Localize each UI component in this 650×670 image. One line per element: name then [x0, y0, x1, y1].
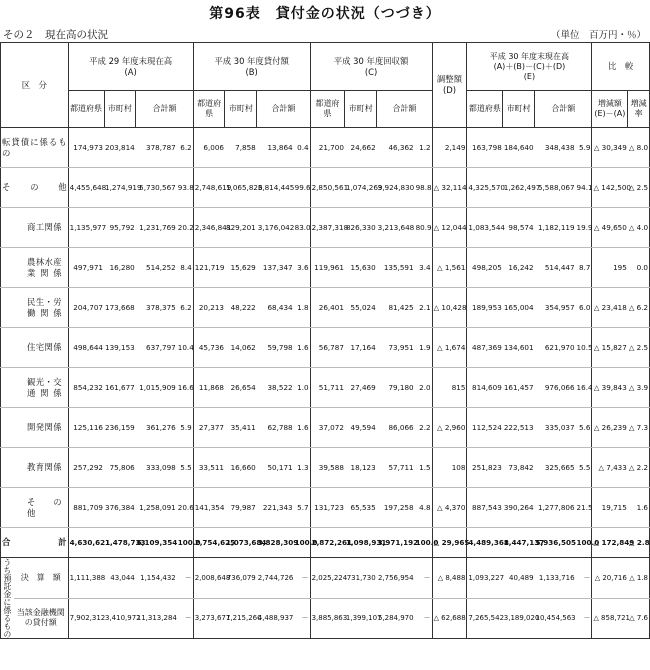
table-row — [1, 448, 650, 488]
table-cell: △ 8.0 — [628, 128, 650, 168]
table-cell: △ 15,827 — [592, 328, 628, 368]
table-cell: － — [177, 598, 193, 639]
table-cell: 134,601 — [503, 328, 535, 368]
table-cell: 1.5 — [415, 448, 432, 488]
col-todofuken: 都道府県 — [310, 91, 345, 128]
table-cell: △ 2.8 — [628, 528, 650, 558]
table-cell: △ 4.0 — [628, 208, 650, 248]
table-cell: 56,787 — [310, 328, 345, 368]
table-cell: 829,201 — [225, 208, 257, 248]
table-cell: 65,535 — [345, 488, 377, 528]
table-cell: 99.6 — [294, 168, 310, 208]
table-cell: 826,330 — [345, 208, 377, 248]
table-cell: 2.1 — [415, 288, 432, 328]
table-row — [1, 558, 650, 599]
table-cell: 79,987 — [225, 488, 257, 528]
table-cell: 5.5 — [576, 448, 592, 488]
row-label: 農林水産業関係 — [1, 248, 69, 288]
table-cell: 731,730 — [345, 558, 377, 599]
table-cell: 48,222 — [225, 288, 257, 328]
table-cell: △ 1,561 — [432, 248, 467, 288]
table-cell: 736,079 — [225, 558, 257, 599]
table-cell: 100.0 — [415, 528, 432, 558]
table-cell: 139,153 — [104, 328, 136, 368]
table-cell: 5,730,567 — [136, 168, 177, 208]
table-cell: △ 858,721 — [592, 598, 628, 639]
table-cell: 5,588,067 — [535, 168, 576, 208]
table-cell: △ 26,239 — [592, 408, 628, 448]
col-shichoson: 市町村 — [104, 91, 136, 128]
table-cell: 498,205 — [467, 248, 503, 288]
table-cell: 57,711 — [377, 448, 415, 488]
table-cell: 1,478,733 — [104, 528, 136, 558]
table-cell: △ 62,688 — [432, 598, 467, 639]
table-cell: － — [576, 598, 592, 639]
table-cell: 1.6 — [294, 408, 310, 448]
table-cell: 59,798 — [257, 328, 294, 368]
table-cell: 8.7 — [576, 248, 592, 288]
table-row — [1, 368, 650, 408]
header-b: 平成 30 年度貸付額 (B) — [193, 43, 310, 91]
col-zogenritsu: 増減率 — [628, 91, 650, 128]
table-cell: 27,469 — [345, 368, 377, 408]
table-cell: 5,936,505 — [535, 528, 576, 558]
row-label: 合 計 — [1, 528, 69, 558]
table-cell: 3,273,677 — [193, 598, 225, 639]
table-cell: 5,284,970 — [377, 598, 415, 639]
table-cell: 40,489 — [503, 558, 535, 599]
table-cell: 3,189,020 — [503, 598, 535, 639]
table-cell: 498,644 — [68, 328, 104, 368]
table-cell: △ 49,650 — [592, 208, 628, 248]
table-cell: △ 4,370 — [432, 488, 467, 528]
table-cell: 197,258 — [377, 488, 415, 528]
table-cell: △ 172,849 — [592, 528, 628, 558]
table-cell: 13,864 — [257, 128, 294, 168]
table-cell: △ 7,433 — [592, 448, 628, 488]
table-cell: 100.0 — [294, 528, 310, 558]
table-cell: 20,213 — [193, 288, 225, 328]
table-cell: 1,274,919 — [104, 168, 136, 208]
table-cell: 2,744,726 — [257, 558, 294, 599]
table-row — [1, 288, 650, 328]
table-cell: 497,971 — [68, 248, 104, 288]
table-cell: 1,083,544 — [467, 208, 503, 248]
table-cell: △ 10,428 — [432, 288, 467, 328]
table-cell: － — [576, 558, 592, 599]
table-cell: 45,736 — [193, 328, 225, 368]
table-cell: 1,258,091 — [136, 488, 177, 528]
table-cell: 27,377 — [193, 408, 225, 448]
table-cell: 3,814,445 — [257, 168, 294, 208]
table-cell: 854,232 — [68, 368, 104, 408]
row-label: 教育関係 — [1, 448, 69, 488]
row-label: そ の 他 — [1, 488, 69, 528]
col-shichoson: 市町村 — [503, 91, 535, 128]
table-cell: 11,313,284 — [136, 598, 177, 639]
table-cell: 112,524 — [467, 408, 503, 448]
table-cell: 51,711 — [310, 368, 345, 408]
table-cell: 514,447 — [535, 248, 576, 288]
table-cell: 815 — [432, 368, 467, 408]
table-cell: 94.1 — [576, 168, 592, 208]
row-label: 商工関係 — [1, 208, 69, 248]
table-cell: 10.5 — [576, 328, 592, 368]
table-cell: 165,004 — [503, 288, 535, 328]
table-cell: 20.2 — [177, 208, 193, 248]
table-cell: 1,447,137 — [503, 528, 535, 558]
table-cell: 4,489,368 — [467, 528, 503, 558]
table-row — [1, 168, 650, 208]
col-gokei: 合計額 — [136, 91, 193, 128]
table-cell: 1,111,388 — [68, 558, 104, 599]
table-cell: 390,264 — [503, 488, 535, 528]
table-cell: 43,044 — [104, 558, 136, 599]
table-cell: △ 142,500 — [592, 168, 628, 208]
table-cell: 1.8 — [294, 288, 310, 328]
table-cell: 33,511 — [193, 448, 225, 488]
table-cell: 137,347 — [257, 248, 294, 288]
table-cell: 173,668 — [104, 288, 136, 328]
table-cell: △ 6.2 — [628, 288, 650, 328]
table-cell: 2,850,561 — [310, 168, 345, 208]
col-todofuken: 都道府県 — [193, 91, 225, 128]
row-label: 住宅関係 — [1, 328, 69, 368]
table-cell: 184,640 — [503, 128, 535, 168]
table-cell: 1.0 — [294, 368, 310, 408]
table-cell: 121,719 — [193, 248, 225, 288]
table-cell: 131,723 — [310, 488, 345, 528]
table-cell: 1,154,432 — [136, 558, 177, 599]
table-cell: 18,123 — [345, 448, 377, 488]
table-cell: 161,677 — [104, 368, 136, 408]
table-cell: 3,410,972 — [104, 598, 136, 639]
row-label: 観光・交通関係 — [1, 368, 69, 408]
header-a: 平成 29 年度末現在高 (A) — [68, 43, 193, 91]
table-cell: 19.9 — [576, 208, 592, 248]
table-cell: 637,797 — [136, 328, 177, 368]
table-cell: 1.2 — [415, 128, 432, 168]
table-cell: 75,806 — [104, 448, 136, 488]
table-cell: △ 1.8 — [628, 558, 650, 599]
table-cell: 161,457 — [503, 368, 535, 408]
table-cell: 1.9 — [415, 328, 432, 368]
table-cell: △ 2.2 — [628, 448, 650, 488]
table-cell: 1,098,931 — [345, 528, 377, 558]
table-cell: 251,823 — [467, 448, 503, 488]
table-cell: 325,665 — [535, 448, 576, 488]
table-row — [1, 208, 650, 248]
loan-balance-table — [0, 42, 650, 639]
table-cell: 3,176,042 — [257, 208, 294, 248]
table-cell: 2,008,648 — [193, 558, 225, 599]
table-cell: 10.4 — [177, 328, 193, 368]
table-cell: 976,066 — [535, 368, 576, 408]
table-cell: 14,062 — [225, 328, 257, 368]
table-cell: 1,065,826 — [225, 168, 257, 208]
table-cell: 514,252 — [136, 248, 177, 288]
table-cell: 119,961 — [310, 248, 345, 288]
header-c: 平成 30 年度回収額 (C) — [310, 43, 432, 91]
table-cell: 55,024 — [345, 288, 377, 328]
table-cell: － — [294, 558, 310, 599]
table-cell: 38,522 — [257, 368, 294, 408]
table-cell: 881,709 — [68, 488, 104, 528]
table-cell: △ 7.6 — [628, 598, 650, 639]
table-cell: 1,133,716 — [535, 558, 576, 599]
table-cell: 1,015,909 — [136, 368, 177, 408]
row-label: 当該金融機関の貸付額 — [14, 598, 68, 639]
table-cell: 16,242 — [503, 248, 535, 288]
table-cell: 0.4 — [294, 128, 310, 168]
table-cell: 37,072 — [310, 408, 345, 448]
table-cell: 2.2 — [415, 408, 432, 448]
table-cell: △ 8,488 — [432, 558, 467, 599]
table-cell: 17,164 — [345, 328, 377, 368]
table-cell: 73,842 — [503, 448, 535, 488]
table-cell: 361,276 — [136, 408, 177, 448]
col-shichoson: 市町村 — [345, 91, 377, 128]
table-cell: △ 7.3 — [628, 408, 650, 448]
table-cell: 50,171 — [257, 448, 294, 488]
table-cell: 222,513 — [503, 408, 535, 448]
table-cell: 100.0 — [177, 528, 193, 558]
table-cell: △ 29,965 — [432, 528, 467, 558]
col-gokei: 合計額 — [377, 91, 432, 128]
table-cell: 3,213,648 — [377, 208, 415, 248]
table-cell: 621,970 — [535, 328, 576, 368]
table-cell: 2,025,224 — [310, 558, 345, 599]
table-cell: 16,660 — [225, 448, 257, 488]
table-cell: 4,488,937 — [257, 598, 294, 639]
table-cell: 62,788 — [257, 408, 294, 448]
table-cell: 1,399,107 — [345, 598, 377, 639]
col-zogen: 増減額 (E)－(A) — [592, 91, 628, 128]
header-compare: 比 較 — [592, 43, 650, 91]
table-cell: 21,700 — [310, 128, 345, 168]
table-cell: 2,149 — [432, 128, 467, 168]
table-cell: △ 12,044 — [432, 208, 467, 248]
table-cell: 81,425 — [377, 288, 415, 328]
table-cell: 24,662 — [345, 128, 377, 168]
table-cell: 1,262,497 — [503, 168, 535, 208]
table-cell: 221,343 — [257, 488, 294, 528]
table-cell: 348,438 — [535, 128, 576, 168]
table-cell: 7,902,312 — [68, 598, 104, 639]
table-cell: 135,591 — [377, 248, 415, 288]
table-cell: 4.8 — [415, 488, 432, 528]
page-title: 第96表 貸付金の状況（つづき） — [209, 6, 441, 22]
table-cell: 95,792 — [104, 208, 136, 248]
table-cell: △ 2.5 — [628, 328, 650, 368]
table-cell: 73,951 — [377, 328, 415, 368]
table-cell: 2,748,619 — [193, 168, 225, 208]
table-cell: 3.6 — [294, 248, 310, 288]
table-cell: 4,455,648 — [68, 168, 104, 208]
table-cell: 2,754,625 — [193, 528, 225, 558]
table-cell: △ 30,349 — [592, 128, 628, 168]
table-cell: 814,609 — [467, 368, 503, 408]
table-cell: 10,454,563 — [535, 598, 576, 639]
table-cell: △ 2,960 — [432, 408, 467, 448]
table-cell: 887,543 — [467, 488, 503, 528]
col-gokei: 合計額 — [257, 91, 310, 128]
table-row — [1, 488, 650, 528]
table-cell: 141,354 — [193, 488, 225, 528]
table-cell: 80.9 — [415, 208, 432, 248]
table-cell: 16.4 — [576, 368, 592, 408]
table-cell: 16,280 — [104, 248, 136, 288]
table-cell: 3,924,830 — [377, 168, 415, 208]
table-cell: － — [294, 598, 310, 639]
table-cell: 1,074,269 — [345, 168, 377, 208]
row-label: そ の 他 — [1, 168, 69, 208]
table-row — [1, 248, 650, 288]
table-cell: 26,654 — [225, 368, 257, 408]
table-cell: 195 — [592, 248, 628, 288]
table-cell: － — [177, 558, 193, 599]
table-cell: 16.6 — [177, 368, 193, 408]
table-cell: 4,325,570 — [467, 168, 503, 208]
table-cell: 2,872,261 — [310, 528, 345, 558]
table-cell: － — [415, 598, 432, 639]
table-cell: 15,630 — [345, 248, 377, 288]
table-cell: 189,953 — [467, 288, 503, 328]
table-cell: 21.5 — [576, 488, 592, 528]
table-cell: 11,868 — [193, 368, 225, 408]
table-cell: 1,231,769 — [136, 208, 177, 248]
table-cell: 1,182,119 — [535, 208, 576, 248]
col-shichoson: 市町村 — [225, 91, 257, 128]
table-cell: 4,630,621 — [68, 528, 104, 558]
table-cell: 39,588 — [310, 448, 345, 488]
table-cell: 5.9 — [576, 128, 592, 168]
table-cell: 79,180 — [377, 368, 415, 408]
table-cell: 378,787 — [136, 128, 177, 168]
table-cell: 0.0 — [628, 248, 650, 288]
col-todofuken: 都道府県 — [467, 91, 503, 128]
table-cell: 3.4 — [415, 248, 432, 288]
table-cell: 108 — [432, 448, 467, 488]
table-cell: 1,215,260 — [225, 598, 257, 639]
table-cell: 257,292 — [68, 448, 104, 488]
table-cell: 6.2 — [177, 288, 193, 328]
table-cell: 49,594 — [345, 408, 377, 448]
row-label: 転貸債に係るもの — [1, 128, 69, 168]
table-cell: 2.0 — [415, 368, 432, 408]
table-cell: 1.3 — [294, 448, 310, 488]
row-label: 民生・労働関係 — [1, 288, 69, 328]
table-cell: 335,037 — [535, 408, 576, 448]
unit-note: （単位 百万円・％） — [550, 30, 646, 41]
table-cell: 6.0 — [576, 288, 592, 328]
table-cell: 100.0 — [576, 528, 592, 558]
table-cell: 5.5 — [177, 448, 193, 488]
table-cell: 1,135,977 — [68, 208, 104, 248]
row-label: 決 算 額 — [14, 558, 68, 599]
table-cell: 1.6 — [294, 328, 310, 368]
header-d: 調整額 (D) — [432, 43, 467, 128]
table-cell: 68,434 — [257, 288, 294, 328]
table-cell: 3,971,192 — [377, 528, 415, 558]
yuyo-group-label: うち預託金に係るもの — [1, 558, 14, 639]
table-row — [1, 128, 650, 168]
table-cell: 2,346,841 — [193, 208, 225, 248]
table-cell: 1,073,684 — [225, 528, 257, 558]
table-cell: 98.8 — [415, 168, 432, 208]
table-cell: 3,828,309 — [257, 528, 294, 558]
table-cell: △ 2.5 — [628, 168, 650, 208]
table-cell: 6.2 — [177, 128, 193, 168]
table-cell: 354,957 — [535, 288, 576, 328]
table-cell: 19,715 — [592, 488, 628, 528]
table-cell: 93.8 — [177, 168, 193, 208]
kubun-header: 区 分 — [1, 43, 69, 128]
table-cell: 5.7 — [294, 488, 310, 528]
table-cell: 3,885,863 — [310, 598, 345, 639]
table-cell: 98,574 — [503, 208, 535, 248]
table-cell: 125,116 — [68, 408, 104, 448]
col-gokei: 合計額 — [535, 91, 592, 128]
table-row — [1, 328, 650, 368]
row-label: 開発関係 — [1, 408, 69, 448]
table-cell: 83.0 — [294, 208, 310, 248]
table-cell: 163,798 — [467, 128, 503, 168]
table-cell: 2,387,318 — [310, 208, 345, 248]
table-cell: 26,401 — [310, 288, 345, 328]
subtitle: その２ 現在高の状況 — [3, 29, 108, 41]
table-cell: 1,277,806 — [535, 488, 576, 528]
table-cell: 7,858 — [225, 128, 257, 168]
table-cell: 487,369 — [467, 328, 503, 368]
table-cell: － — [415, 558, 432, 599]
table-row — [1, 408, 650, 448]
table-cell: 236,159 — [104, 408, 136, 448]
table-cell: △ 32,114 — [432, 168, 467, 208]
col-todofuken: 都道府県 — [68, 91, 104, 128]
table-cell: 46,362 — [377, 128, 415, 168]
table-cell: 2,756,954 — [377, 558, 415, 599]
table-cell: 5.6 — [576, 408, 592, 448]
table-row — [1, 598, 650, 639]
table-cell: 174,973 — [68, 128, 104, 168]
table-cell: △ 23,418 — [592, 288, 628, 328]
table-cell: 5.9 — [177, 408, 193, 448]
table-cell: 20.6 — [177, 488, 193, 528]
table-cell: 204,707 — [68, 288, 104, 328]
table-cell: 15,629 — [225, 248, 257, 288]
table-cell: 203,814 — [104, 128, 136, 168]
table-cell: △ 1,674 — [432, 328, 467, 368]
table-cell: 35,411 — [225, 408, 257, 448]
table-cell: 6,006 — [193, 128, 225, 168]
table-cell: △ 20,716 — [592, 558, 628, 599]
table-cell: 7,265,542 — [467, 598, 503, 639]
header-e: 平成 30 年度末現在高 (A)＋(B)－(C)＋(D) (E) — [467, 43, 592, 91]
table-cell: △ 3.9 — [628, 368, 650, 408]
table-cell: 8.4 — [177, 248, 193, 288]
table-cell: 378,375 — [136, 288, 177, 328]
table-cell: 1.6 — [628, 488, 650, 528]
table-cell: △ 39,843 — [592, 368, 628, 408]
table-row — [1, 528, 650, 558]
table-cell: 86,066 — [377, 408, 415, 448]
table-cell: 6,109,354 — [136, 528, 177, 558]
table-cell: 376,384 — [104, 488, 136, 528]
table-cell: 333,098 — [136, 448, 177, 488]
table-cell: 1,093,227 — [467, 558, 503, 599]
